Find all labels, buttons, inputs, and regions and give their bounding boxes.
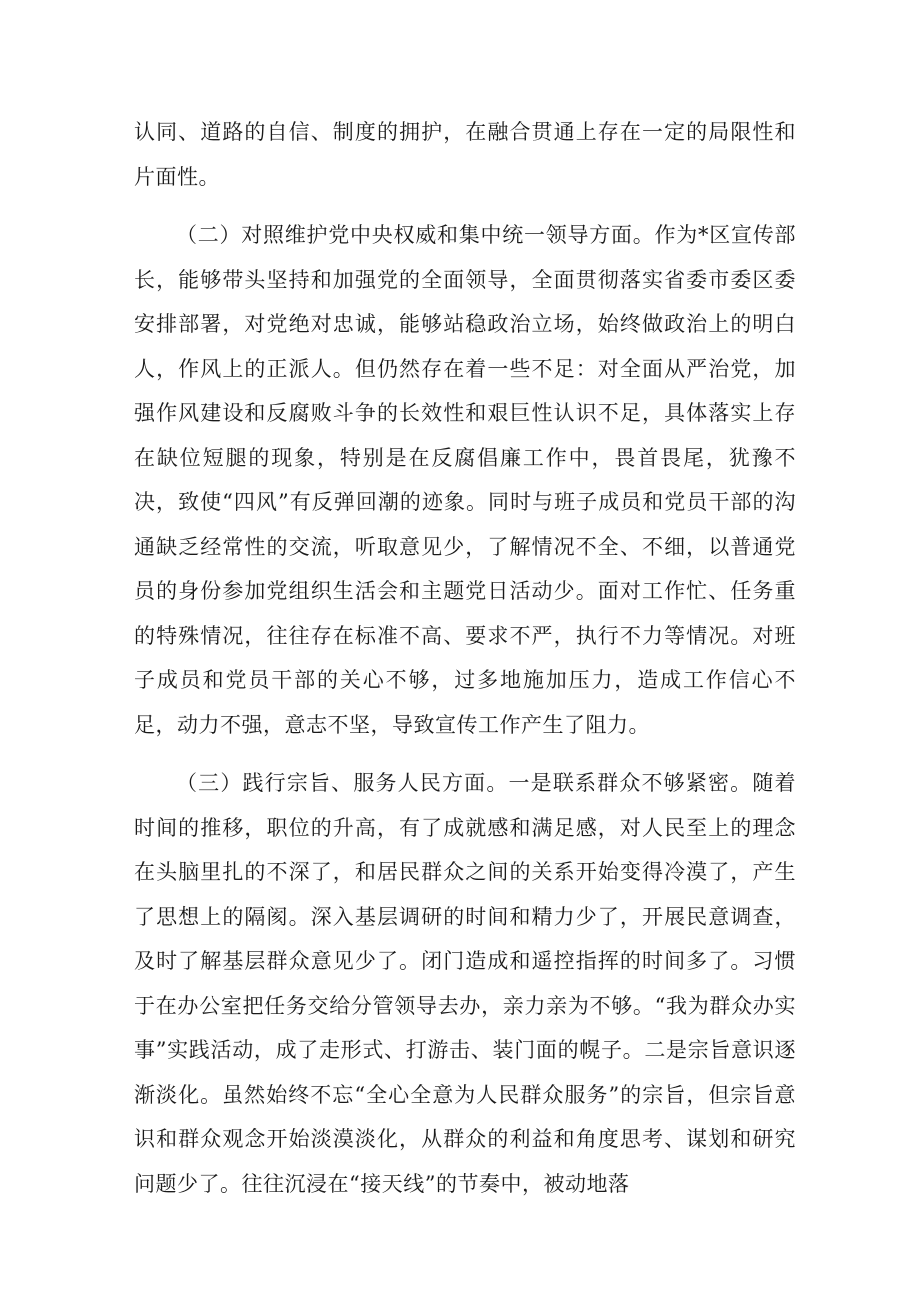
document-body xyxy=(134,110,796,1206)
paragraph-3: （三）践行宗旨、服务人民方面。一是联系群众不够紧密。随着时间的推移，职位的升高，有了成就感和满足感，对人民至上的理念在头脑里扎的不深了，和居民群众之间的关系开始变得冷漠了，产生了思想上的隔阂。深入基层调研的时间和精力少了，开展民意调查，及时了解基层群众意见少了。闭门造成和遥控指挥的时间多了。习惯于在办公室把任务交给分管领导去办，亲力亲为不够。“我为群众办实事”实践活动，成了走形式、打游击、装门面的幌子。二是宗旨意识逐渐淡化。虽然始终不忘“全心全意为人民群众服务”的宗旨，但宗旨意识和群众观念开始淡漠淡化，从群众的利益和角度思考、谋划和研究问题少了。往往沉浸在“接天线”的节奏中，被动地落 xyxy=(134,771,796,1196)
paragraph-2: （二）对照维护党中央权威和集中统一领导方面。作为*区宣传部长，能够带头坚持和加强党的全面领导，全面贯彻落实省委市委区委安排部署，对党绝对忠诚，能够站稳政治立场，始终做政治上的明白人，作风上的正派人。但仍然存在着一些不足：对全面从严治党，加强作风建设和反腐败斗争的长效性和艰巨性认识不足，具体落实上存在缺位短腿的现象，特别是在反腐倡廉工作中，畏首畏尾，犹豫不决，致使“四风”有反弹回潮的迹象。同时与班子成员和党员干部的沟通缺乏经常性的交流，听取意见少，了解情况不全、不细，以普通党员的身份参加党组织生活会和主题党日活动少。面对工作忙、任务重的特殊情况，往往存在标准不高、要求不严，执行不力等情况。对班子成员和党员干部的关心不够，过多地施加压力，造成工作信心不足，动力不强，意志不坚，导致宣传工作产生了阻力。 xyxy=(134,223,796,737)
paragraph-1: 认同、道路的自信、制度的拥护，在融合贯通上存在一定的局限性和片面性。 xyxy=(134,120,796,189)
